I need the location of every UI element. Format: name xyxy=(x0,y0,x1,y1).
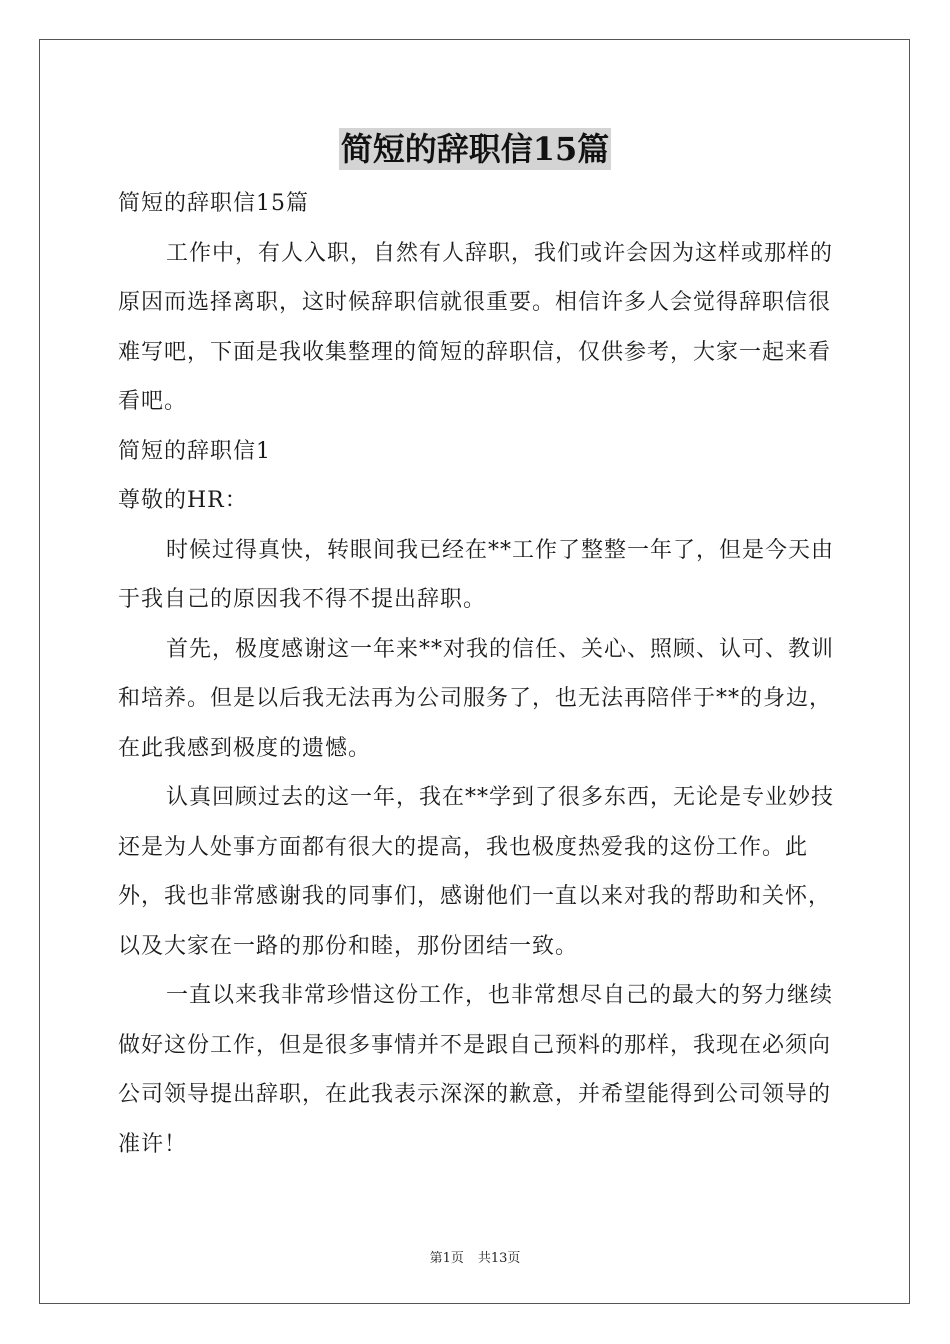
document-title xyxy=(0,128,950,170)
body-paragraph: 首先，极度感谢这一年来**对我的信任、关心、照顾、认可、教训和培养。但是以后我无法再为公司服务了，也无法再陪伴于**的身边，在此我感到极度的遗憾。 xyxy=(118,636,835,761)
document-body xyxy=(118,179,834,1169)
document-title-text: 简短的辞职信15篇 xyxy=(340,130,610,168)
letter-salutation: 尊敬的HR： xyxy=(118,488,248,513)
body-paragraph: 时候过得真快，转眼间我已经在**工作了整整一年了，但是今天由于我自己的原因我不得不提出辞职。 xyxy=(118,537,835,612)
page-number: 第1页 xyxy=(429,1251,464,1266)
page-total: 共13页 xyxy=(477,1251,521,1266)
body-paragraph: 一直以来我非常珍惜这份工作，也非常想尽自己的最大的努力继续做好这份工作，但是很多事情并不是跟自己预料的那样，我现在必须向公司领导提出辞职，在此我表示深深的歉意，并希望能得到公司领导的准许！ xyxy=(118,983,834,1157)
letter-heading: 简短的辞职信1 xyxy=(118,438,271,464)
intro-paragraph: 工作中，有人入职，自然有人辞职，我们或许会因为这样或那样的原因而选择离职，这时候辞职信就很重要。相信许多人会觉得辞职信很难写吧，下面是我收集整理的简短的辞职信，仅供参考，大家一起来看看吧。 xyxy=(118,240,834,414)
body-paragraph: 认真回顾过去的这一年，我在**学到了很多东西，无论是专业妙技还是为人处事方面都有很大的提高，我也极度热爱我的这份工作。此外，我也非常感谢我的同事们，感谢他们一直以来对我的帮助和关怀，以及大家在一路的那份和睦，那份团结一致。 xyxy=(118,785,835,959)
page-footer xyxy=(0,1247,950,1266)
subtitle-paragraph: 简短的辞职信15篇 xyxy=(118,191,309,216)
